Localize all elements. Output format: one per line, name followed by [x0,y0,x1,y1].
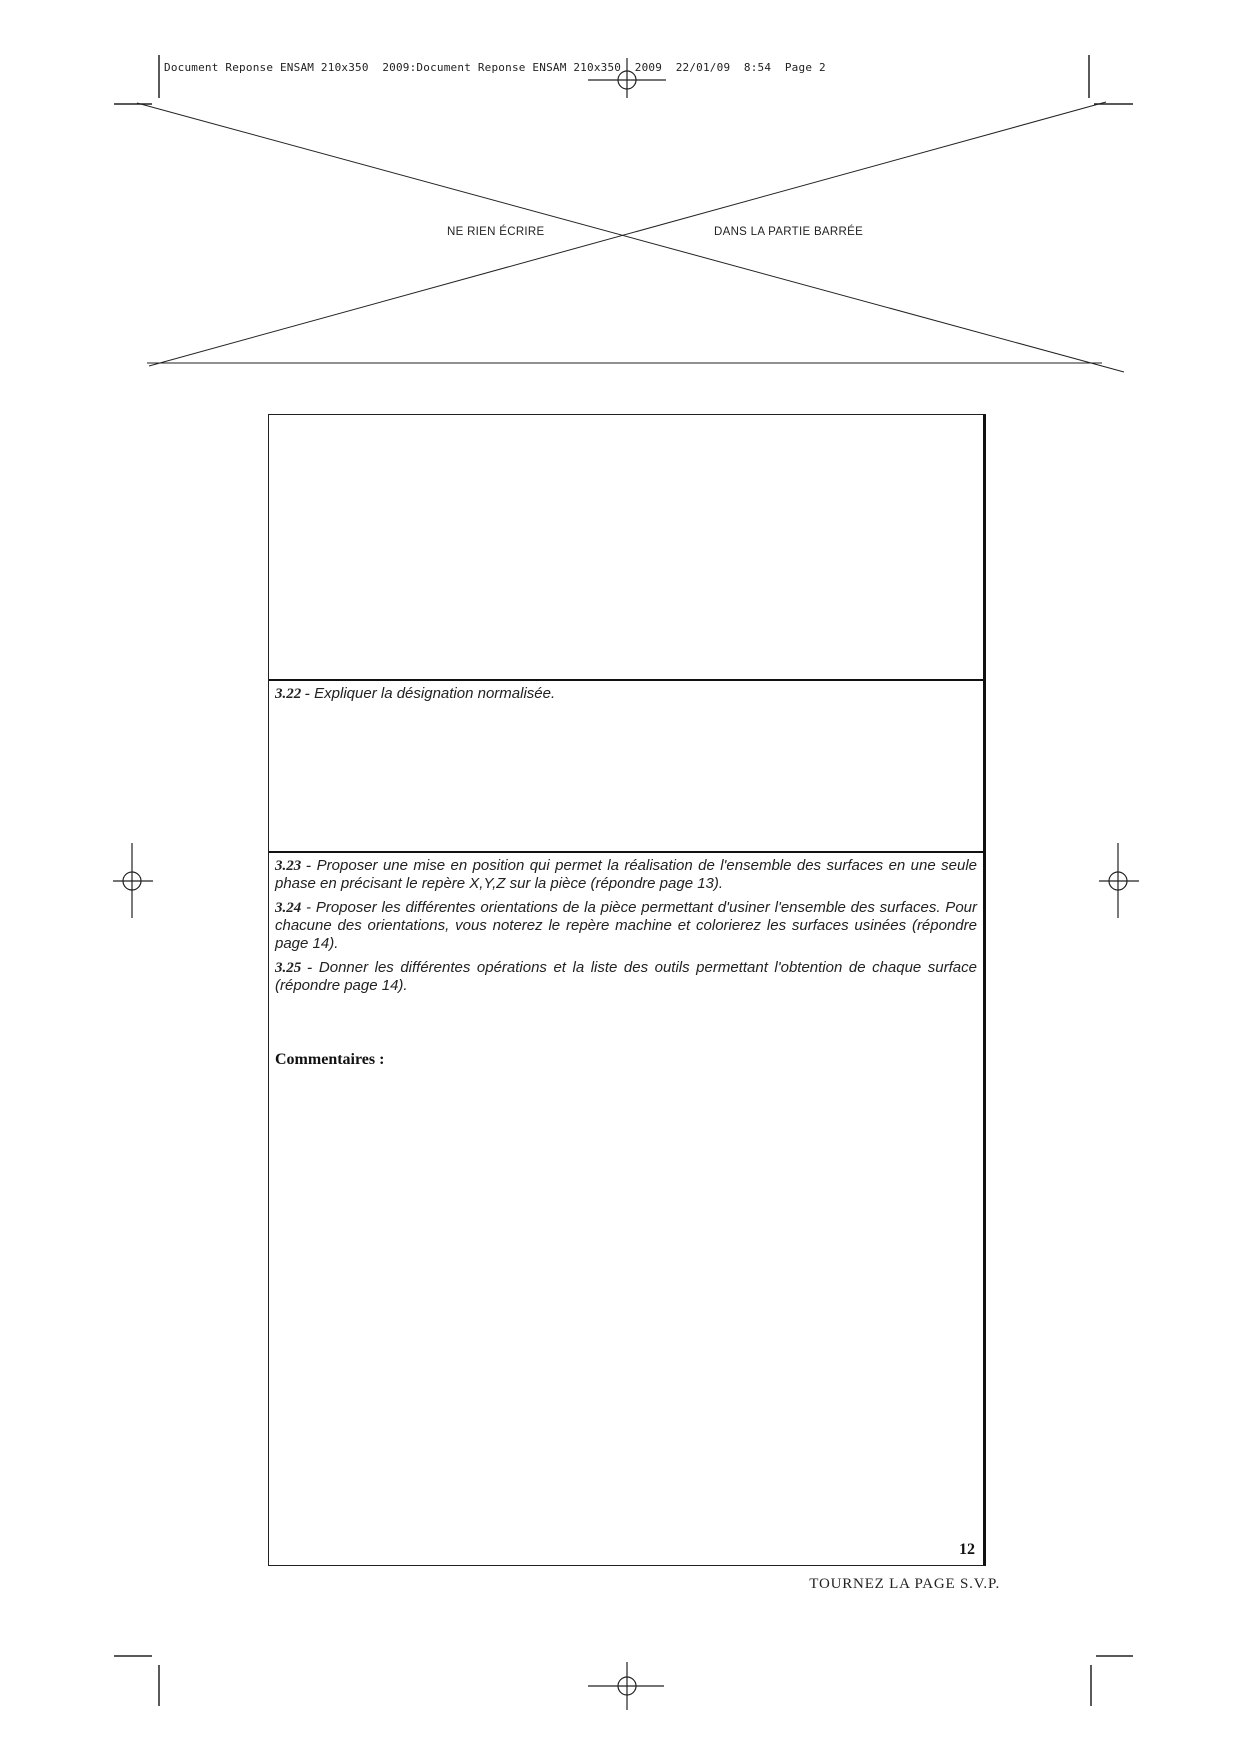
barred-zone-left-text: NE RIEN ÉCRIRE [447,226,545,238]
question-number: 3.22 - [275,686,310,702]
registration-target-bottom [588,1662,664,1710]
question-number: 3.24 [275,900,302,916]
question-number: 3.23 - [275,858,312,874]
question-3-24 [275,899,977,953]
question-number: 3.25 - [275,960,313,976]
answer-area-previous[interactable] [269,415,983,679]
answer-box [268,414,986,1566]
question-3-23 [275,857,977,893]
question-3-22 [275,685,977,709]
section-divider [269,851,983,853]
turn-page-notice: TOURNEZ LA PAGE S.V.P. [809,1576,1000,1592]
questions-group [275,857,977,1001]
question-text: Donner les différentes opérations et la liste des outils permettant l'obtention de chaque surface (répondre page 14). [275,959,977,994]
answer-area-3-22[interactable] [269,707,983,849]
barred-zone-cross [137,102,1124,372]
question-text: - Proposer les différentes orientations de la pièce permettant d'usiner l'ensemble des surfaces. Pour chacune des orientations, vous noterez le repère machine et colorierez les surfaces usinées (répondre page 14). [275,899,977,952]
comments-area[interactable] [269,1077,983,1535]
barred-zone-right-text: DANS LA PARTIE BARRÉE [714,226,864,238]
page-number: 12 [959,1541,975,1558]
registration-target-left [113,843,153,918]
section-divider [269,679,983,681]
question-text: Expliquer la désignation normalisée. [310,685,556,702]
question-text: Proposer une mise en position qui permet la réalisation de l'ensemble des surfaces en une seule phase en précisant le repère X,Y,Z sur la pièce (répondre page 13). [275,857,977,892]
question-3-25 [275,959,977,995]
registration-target-right [1099,843,1139,918]
print-slug: Document Reponse ENSAM 210x350 2009:Document Reponse ENSAM 210x350 2009 22/01/09 8:54 Page 2 [164,61,826,74]
comments-label: Commentaires : [275,1051,385,1068]
